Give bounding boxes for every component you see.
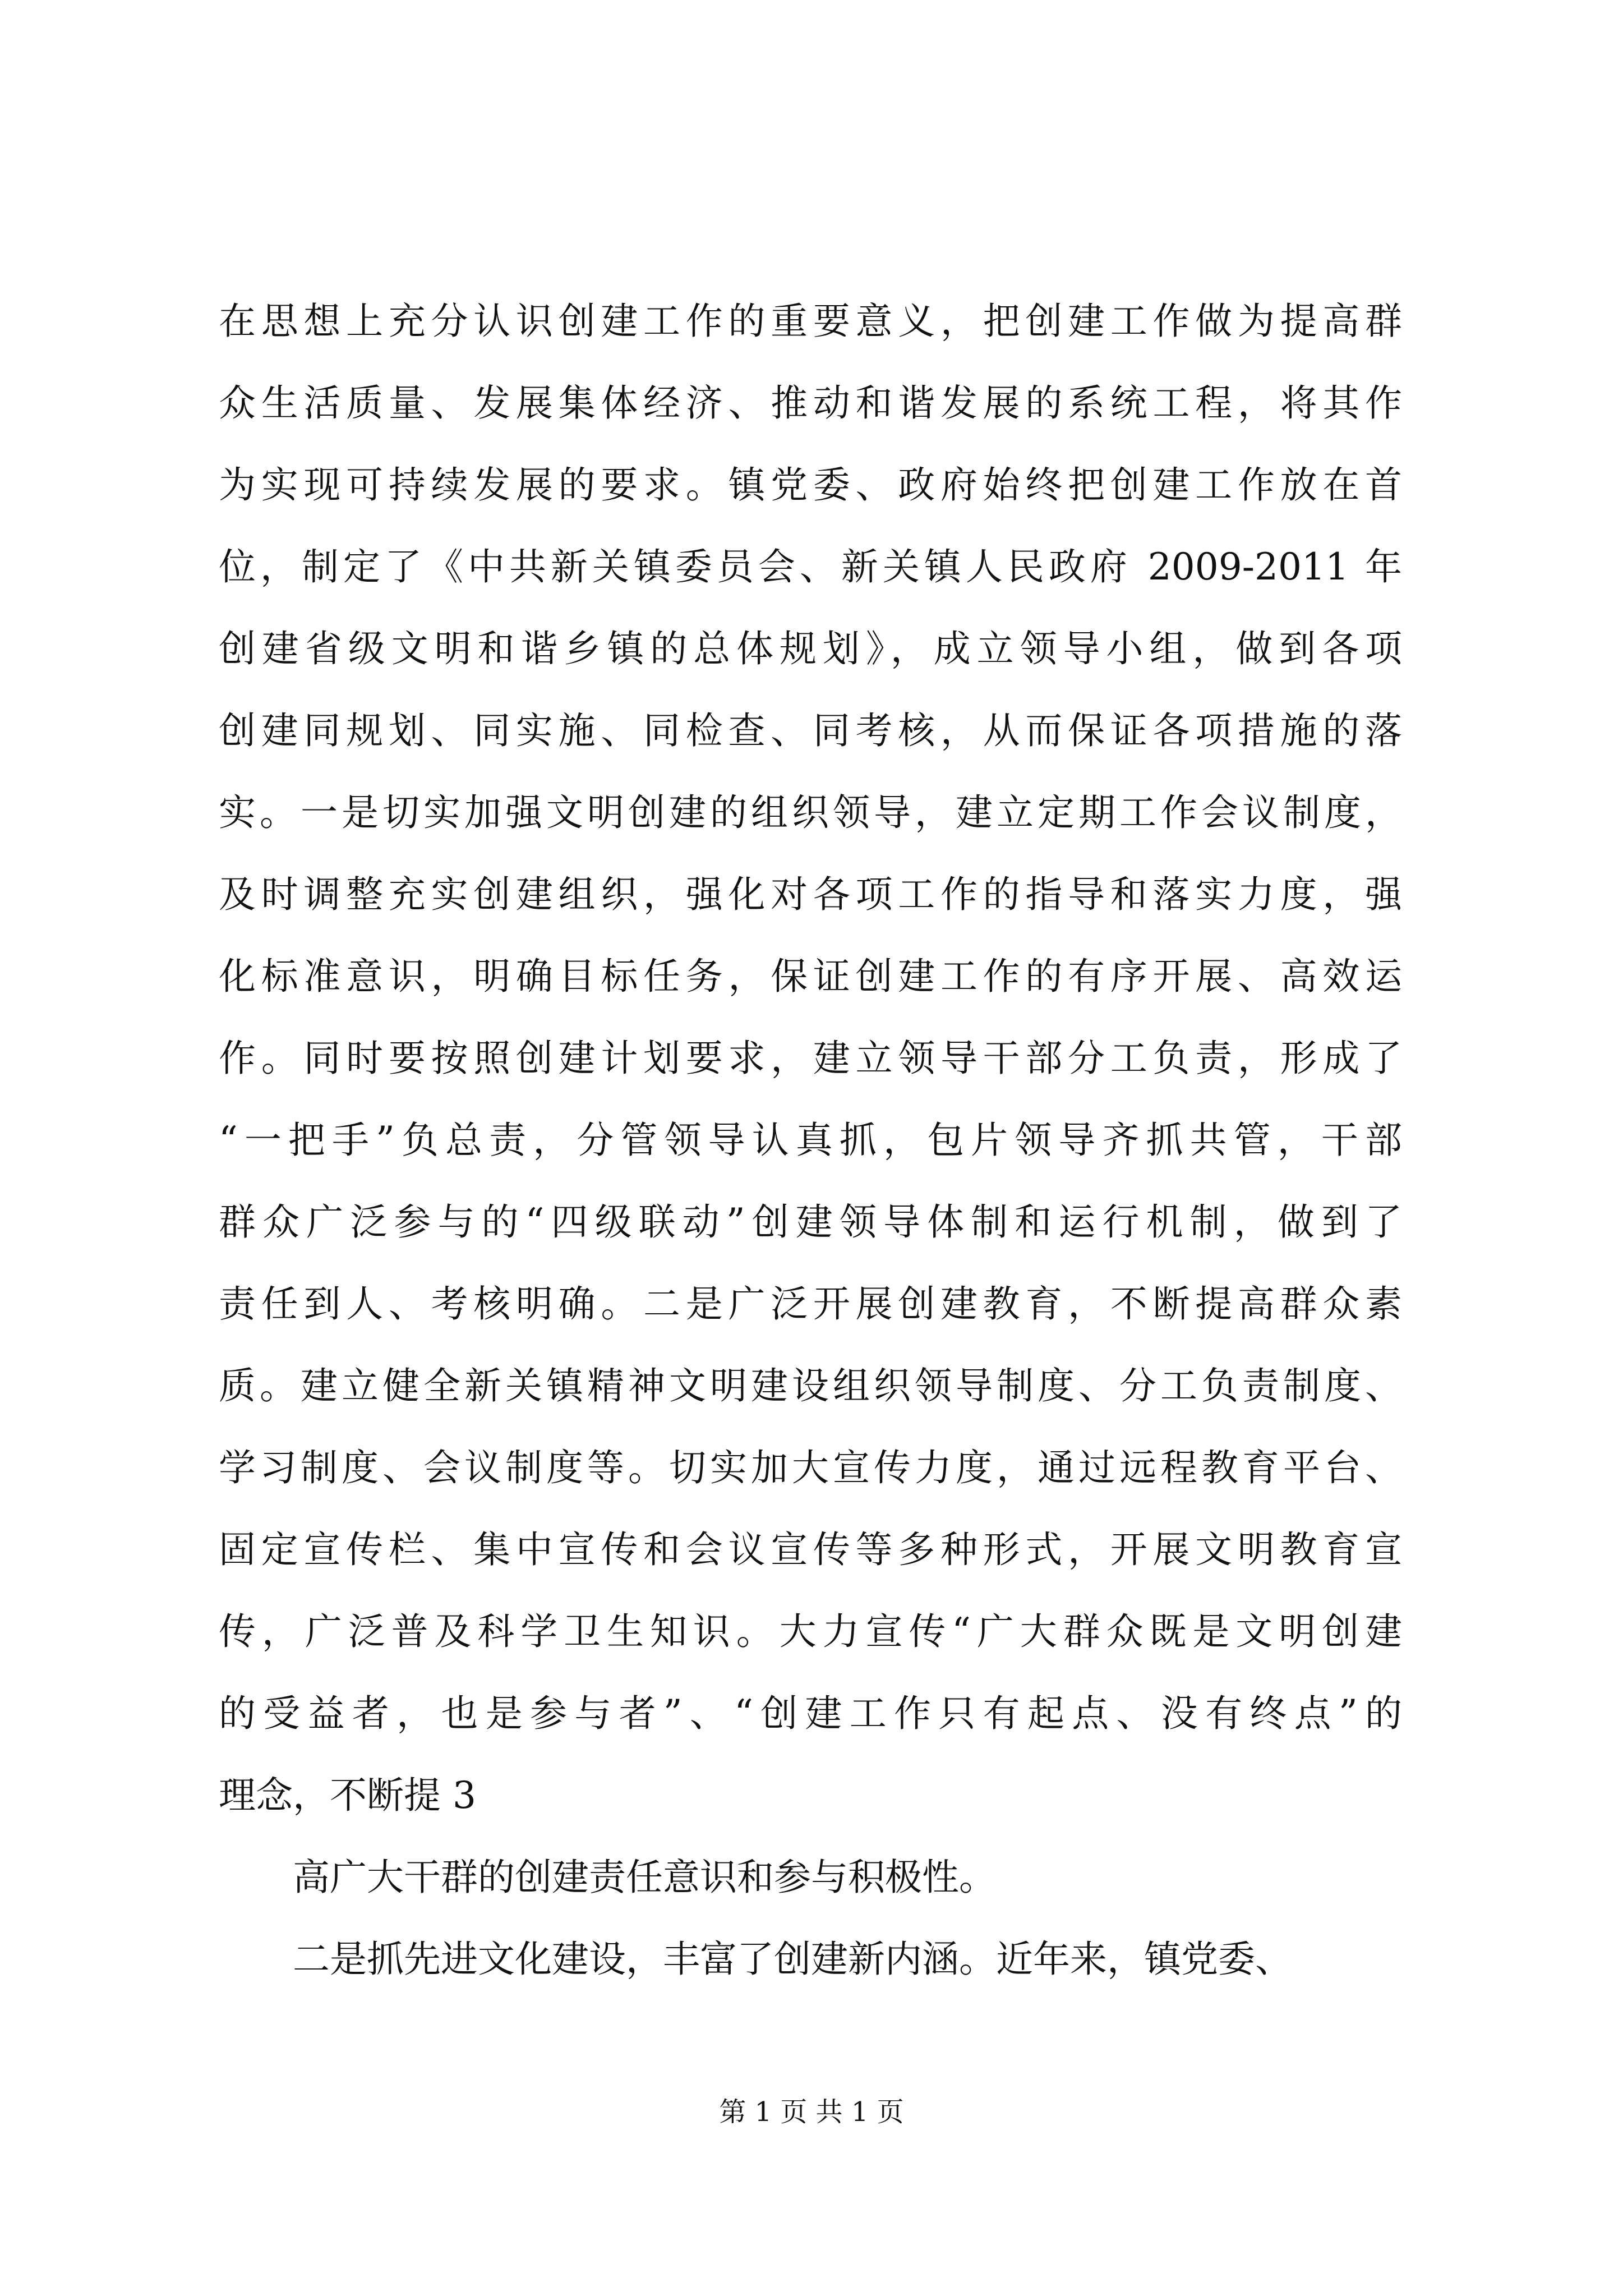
text-line: 及时调整充实创建组织，强化对各项工作的指导和落实力度，强 xyxy=(219,873,1402,916)
text-line: 理念，不断提 3 xyxy=(219,1774,476,1817)
text-line: 创建省级文明和谐乡镇的总体规划》，成立领导小组，做到各项 xyxy=(219,627,1402,670)
text-line: “一把手”负总责，分管领导认真抓，包片领导齐抓共管，干部 xyxy=(219,1119,1402,1162)
paragraph-start-line: 二是抓先进文化建设，丰富了创建新内涵。近年来，镇党委、 xyxy=(293,1938,1292,1981)
text-line: 创建同规划、同实施、同检查、同考核，从而保证各项措施的落 xyxy=(219,709,1402,752)
text-line: 传，广泛普及科学卫生知识。大力宣传“广大群众既是文明创建 xyxy=(219,1610,1402,1653)
text-line: 固定宣传栏、集中宣传和会议宣传等多种形式，开展文明教育宣 xyxy=(219,1528,1402,1571)
page-number-label: 第 1 页 共 1 页 xyxy=(719,2096,904,2128)
text-line: 在思想上充分认识创建工作的重要意义，把创建工作做为提高群 xyxy=(219,300,1402,343)
text-line: 作。同时要按照创建计划要求，建立领导干部分工负责，形成了 xyxy=(219,1037,1402,1080)
text-line: 众生活质量、发展集体经济、推动和谐发展的系统工程，将其作 xyxy=(219,381,1402,425)
paragraph-start-line: 高广大干群的创建责任意识和参与积极性。 xyxy=(293,1856,996,1899)
text-line: 位，制定了《中共新关镇委员会、新关镇人民政府 2009-2011 年 xyxy=(219,545,1402,588)
text-line: 为实现可持续发展的要求。镇党委、政府始终把创建工作放在首 xyxy=(219,463,1402,507)
text-line: 化标准意识，明确目标任务，保证创建工作的有序开展、高效运 xyxy=(219,955,1402,998)
text-line: 责任到人、考核明确。二是广泛开展创建教育，不断提高群众素 xyxy=(219,1282,1402,1326)
text-line: 学习制度、会议制度等。切实加大宣传力度，通过远程教育平台、 xyxy=(219,1446,1402,1489)
text-line: 质。建立健全新关镇精神文明建设组织领导制度、分工负责制度、 xyxy=(219,1364,1402,1407)
text-line: 的受益者，也是参与者”、“创建工作只有起点、没有终点”的 xyxy=(219,1692,1402,1735)
text-line: 实。一是切实加强文明创建的组织领导，建立定期工作会议制度， xyxy=(219,791,1402,834)
text-line: 群众广泛参与的“四级联动”创建领导体制和运行机制，做到了 xyxy=(219,1200,1402,1244)
document-body xyxy=(219,280,1402,2000)
page-footer xyxy=(0,2092,1623,2132)
